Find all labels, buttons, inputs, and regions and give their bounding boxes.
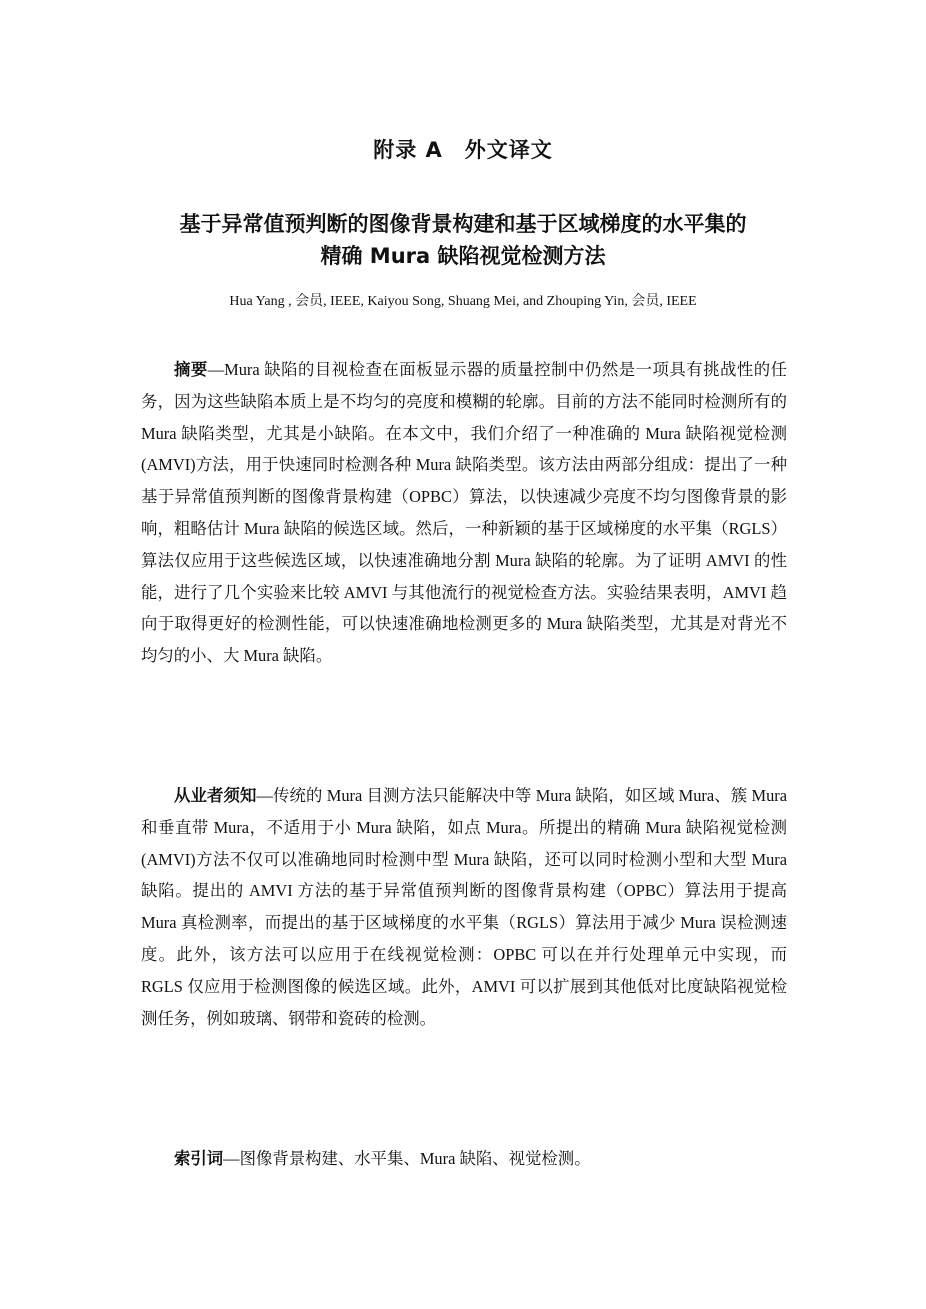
note-to-practitioners-paragraph — [141, 780, 787, 1034]
abstract-label: 摘要 — [174, 360, 208, 379]
appendix-title: 附录 A 外文译文 — [373, 138, 553, 162]
abstract-paragraph — [141, 354, 787, 672]
author-list: Hua Yang , 会员, IEEE, Kaiyou Song, Shuang Mei, and Zhouping Yin, 会员, IEEE — [229, 294, 697, 309]
index-terms-paragraph — [141, 1143, 787, 1175]
index-terms-label: 索引词 — [174, 1149, 224, 1168]
index-terms-text: 图像背景构建、水平集、Mura 缺陷、视觉检测。 — [239, 1149, 591, 1168]
paper-title-line-2: 精确 Mura 缺陷视觉检测方法 — [320, 244, 606, 268]
paper-title-line-1: 基于异常值预判断的图像背景构建和基于区域梯度的水平集的 — [179, 212, 747, 236]
paper-title — [60, 208, 866, 272]
practitioners-dash: — — [256, 786, 273, 805]
abstract-dash: — — [207, 360, 225, 379]
index-terms-dash: — — [223, 1149, 240, 1168]
abstract-text: Mura 缺陷的目视检查在面板显示器的质量控制中仍然是一项具有挑战性的任务，因为这些缺陷本质上是不均匀的亮度和模糊的轮廓。目前的方法不能同时检测所有的 Mura 缺陷类型，尤其是小缺陷。在本文中，我们介绍了一种准确的 Mura 缺陷视觉检测(AMVI)方法，用于快速同时检测各种 Mura 缺陷类型。该方法由两部分组成：提出了一种基于异常值预判断的图像背景构建（OPBC）算法，以快速减少亮度不均匀图像背景的影响，粗略估计 Mura 缺陷的候选区域。然后，一种新颖的基于区域梯度的水平集（RGLS）算法仅应用于这些候选区域，以快速准确地分割 Mura 缺陷的轮廓。为了证明 AMVI 的性能，进行了几个实验来比较 AMVI 与其他流行的视觉检查方法。实验结果表明，AMVI 趋向于取得更好的检测性能，可以快速准确地检测更多的 Mura 缺陷类型，尤其是对背光不均匀的小、大 Mura 缺陷。 — [141, 360, 787, 666]
practitioners-label: 从业者须知 — [174, 786, 257, 805]
practitioners-text: 传统的 Mura 目测方法只能解决中等 Mura 缺陷，如区域 Mura、簇 Mura 和垂直带 Mura，不适用于小 Mura 缺陷，如点 Mura。所提出的精确 Mura 缺陷视觉检测(AMVI)方法不仅可以准确地同时检测中型 Mura 缺陷，还可以同时检测小型和大型 Mura 缺陷。提出的 AMVI 方法的基于异常值预判断的图像背景构建（OPBC）算法用于提高 Mura 真检测率，而提出的基于区域梯度的水平集（RGLS）算法用于减少 Mura 误检测速度。此外，该方法可以应用于在线视觉检测：OPBC 可以在并行处理单元中实现，而 RGLS 仅应用于检测图像的候选区域。此外，AMVI 可以扩展到其他低对比度缺陷视觉检测任务，例如玻璃、钢带和瓷砖的检测。 — [141, 786, 787, 1028]
